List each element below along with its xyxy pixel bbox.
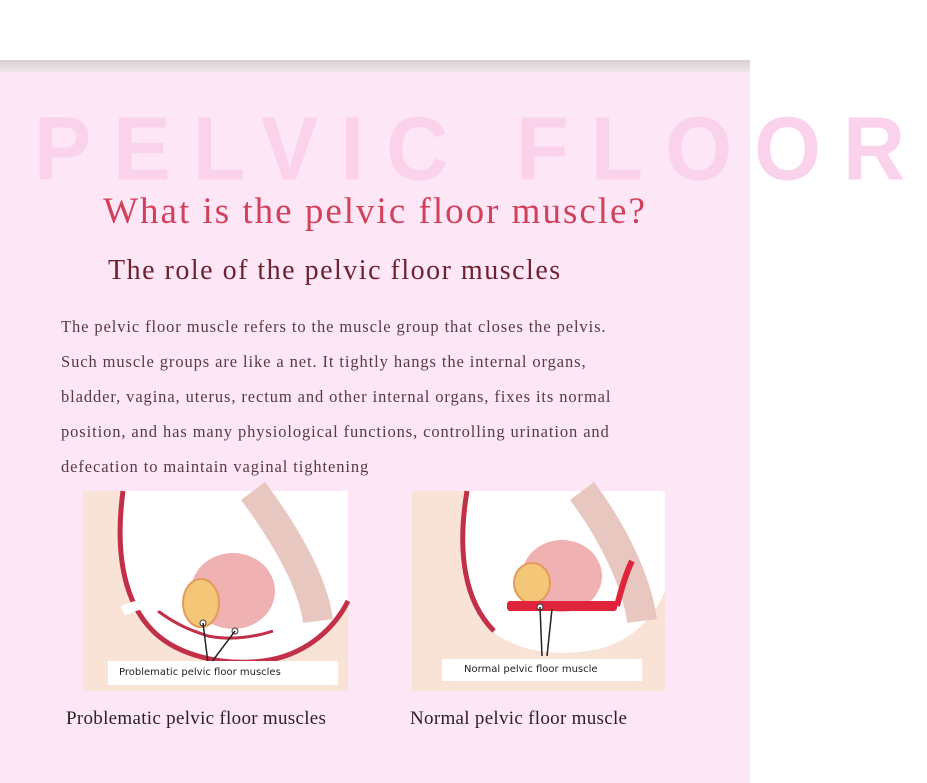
paragraph-line: position, and has many physiological functions, controlling urination and (61, 422, 610, 441)
paragraph-line: The pelvic floor muscle refers to the muscle group that closes the pelvis. (61, 317, 607, 336)
page-title: What is the pelvic floor muscle? (103, 191, 647, 232)
top-white-strip (0, 0, 750, 60)
paragraph-line: Such muscle groups are like a net. It tightly hangs the internal organs, (61, 352, 587, 371)
paragraph-line: defecation to maintain vaginal tightening (61, 457, 370, 476)
problematic-inner-label: Problematic pelvic floor muscles (119, 667, 281, 678)
pelvis-diagram-problematic (83, 491, 348, 691)
normal-pelvis-illustration (412, 491, 665, 691)
normal-inner-label: Normal pelvic floor muscle (464, 664, 598, 675)
caption-problematic: Problematic pelvic floor muscles (66, 708, 327, 729)
paragraph-line: bladder, vagina, uterus, rectum and other internal organs, fixes its normal (61, 387, 612, 406)
problematic-pelvis-illustration (83, 491, 348, 691)
pelvis-diagram-normal (412, 491, 665, 691)
watermark-heading: PELVIC FLOOR (34, 98, 927, 200)
caption-normal: Normal pelvic floor muscle (410, 708, 628, 729)
section-subtitle: The role of the pelvic floor muscles (108, 255, 562, 286)
section-divider (0, 60, 750, 72)
